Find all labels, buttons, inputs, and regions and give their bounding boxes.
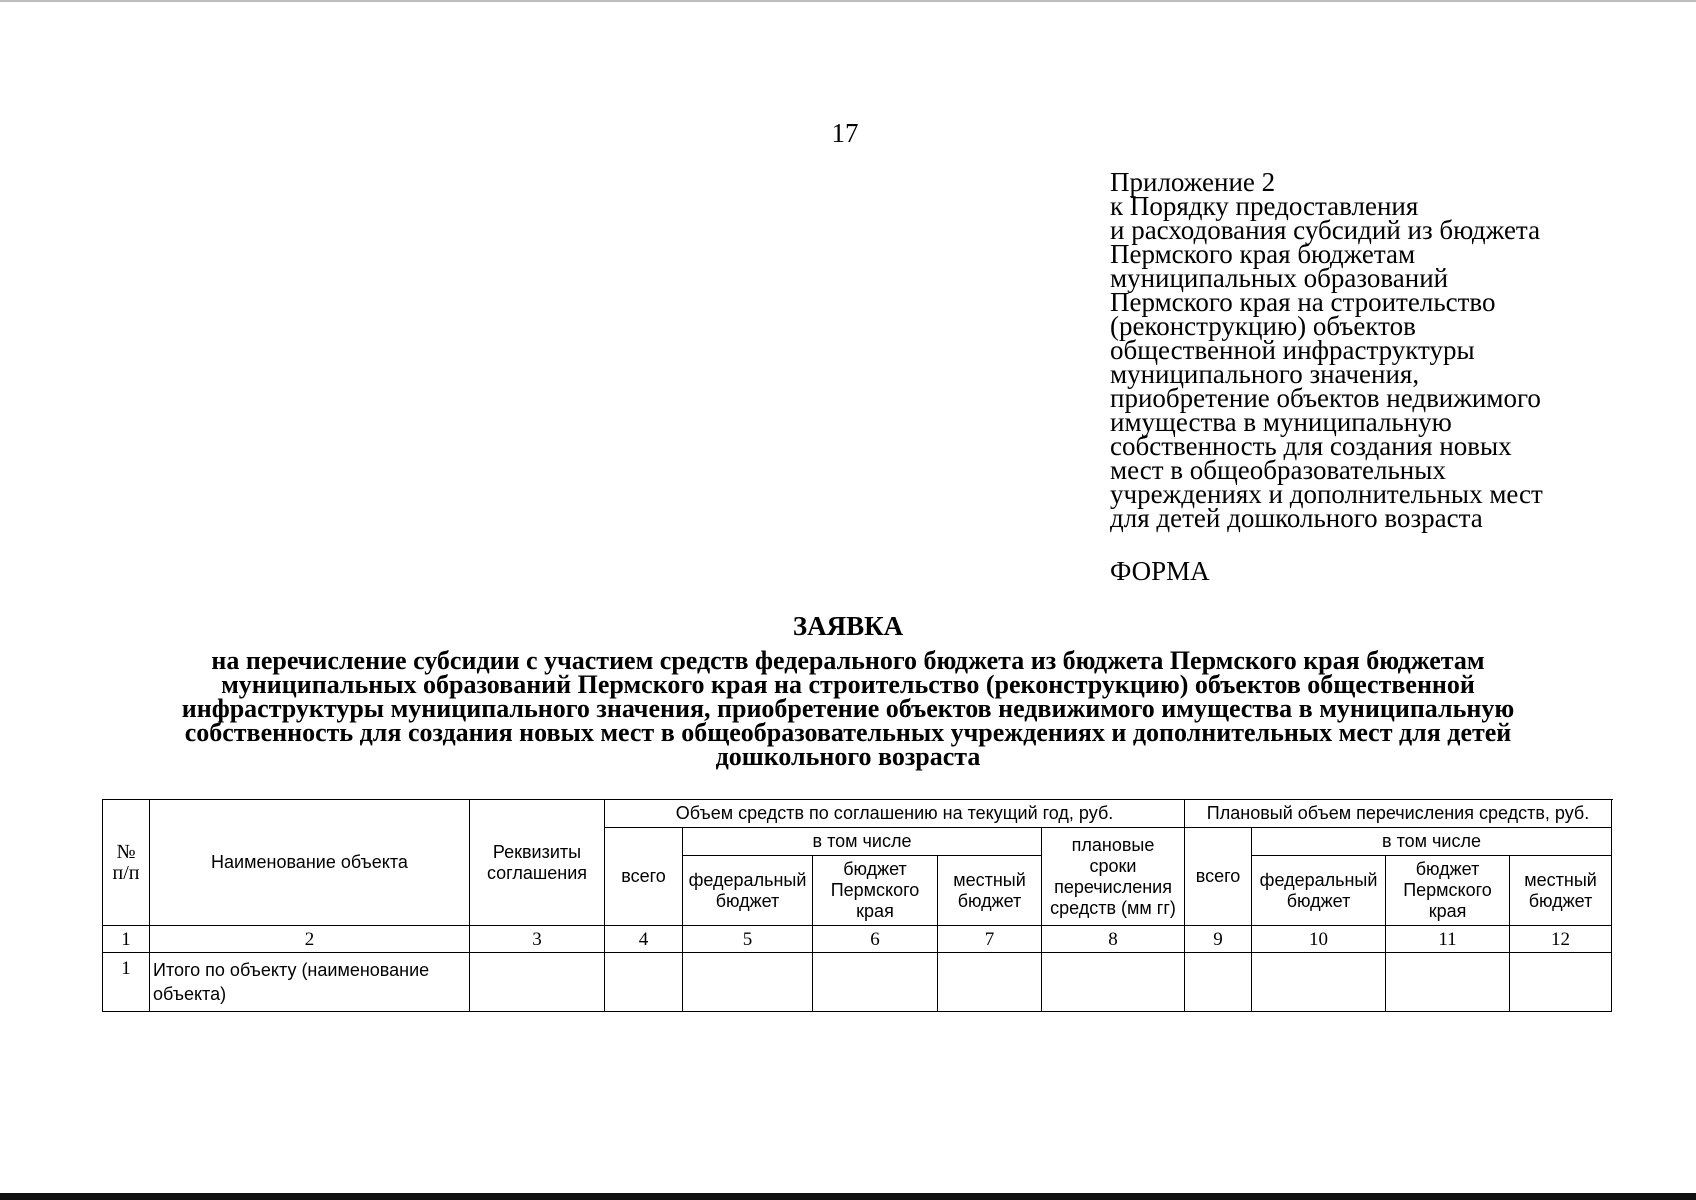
page-number: 17	[831, 118, 859, 148]
header-object-name: Наименование объекта	[150, 800, 470, 926]
table-cell	[1386, 953, 1510, 1012]
column-number: 2	[150, 926, 470, 953]
subtitle-line: собственность для создания новых мест в общеобразовательных учреждениях и дополнительных мест для детей	[184, 718, 1512, 747]
table-cell	[683, 953, 813, 1012]
header-agreement-volume: Объем средств по соглашению на текущий год, руб.	[605, 800, 1185, 828]
appendix-line: Приложение 2	[1110, 167, 1276, 197]
header-planned-dates: плановые сроки перечисления средств (мм гг)	[1042, 828, 1185, 926]
header-planned-volume: Плановый объем перечисления средств, руб.	[1185, 800, 1612, 828]
header-local-budget: местный бюджет	[938, 856, 1042, 926]
appendix-line: Пермского края на строительство	[1110, 287, 1496, 317]
column-number: 10	[1252, 926, 1386, 953]
header-federal-budget-planned: федеральный бюджет	[1252, 856, 1386, 926]
document-title: ЗАЯВКА	[792, 611, 904, 641]
appendix-line: муниципальных образований	[1110, 263, 1449, 293]
table-cell	[1510, 953, 1612, 1012]
subtitle-line: на перечисление субсидии с участием средств федерального бюджета из бюджета Пермского края бюджетам	[211, 646, 1485, 675]
request-table-container	[102, 799, 1611, 1012]
header-row-1	[103, 800, 1612, 828]
row-number: 1	[103, 953, 150, 1012]
top-edge-rule	[0, 0, 1696, 2]
column-number: 3	[470, 926, 605, 953]
appendix-line: к Порядку предоставления	[1110, 191, 1419, 221]
header-agreement-requisites: Реквизиты соглашения	[470, 800, 605, 926]
column-number-row	[103, 926, 1612, 953]
appendix-line: собственность для создания новых	[1110, 431, 1512, 461]
header-num: № п/п	[103, 800, 150, 926]
appendix-line: муниципального значения,	[1110, 359, 1420, 389]
form-label: ФОРМА	[1110, 556, 1210, 586]
header-total-planned: всего	[1185, 828, 1252, 926]
header-regional-budget-planned: бюджет Пермского края	[1386, 856, 1510, 926]
table-cell	[1042, 953, 1185, 1012]
document-subtitle	[60, 646, 1636, 771]
column-number: 12	[1510, 926, 1612, 953]
header-regional-budget: бюджет Пермского края	[813, 856, 938, 926]
column-number: 11	[1386, 926, 1510, 953]
appendix-line: мест в общеобразовательных	[1110, 455, 1446, 485]
table-cell	[470, 953, 605, 1012]
appendix-line: общественной инфраструктуры	[1110, 335, 1475, 365]
bottom-edge-bar	[0, 1193, 1696, 1200]
column-number: 9	[1185, 926, 1252, 953]
table-cell	[1185, 953, 1252, 1012]
header-including: в том числе	[683, 828, 1042, 856]
table-row	[103, 953, 1612, 1012]
appendix-line: имущества в муниципальную	[1110, 407, 1452, 437]
header-total: всего	[605, 828, 683, 926]
subtitle-line: дошкольного возраста	[715, 742, 981, 771]
appendix-line: и расходования субсидий из бюджета	[1110, 215, 1541, 245]
row-object-name: Итого по объекту (наименование объекта)	[150, 953, 470, 1012]
appendix-line: для детей дошкольного возраста	[1110, 503, 1483, 533]
appendix-line: Пермского края бюджетам	[1110, 239, 1416, 269]
subtitle-line: муниципальных образований Пермского края на строительство (реконструкцию) объектов общественной	[221, 670, 1475, 699]
appendix-line: (реконструкцию) объектов	[1110, 311, 1416, 341]
column-number: 1	[103, 926, 150, 953]
column-number: 8	[1042, 926, 1185, 953]
table-cell	[605, 953, 683, 1012]
appendix-block	[1110, 167, 1610, 533]
appendix-line: приобретение объектов недвижимого	[1110, 383, 1541, 413]
appendix-line: учреждениях и дополнительных мест	[1110, 479, 1543, 509]
subtitle-line: инфраструктуры муниципального значения, приобретение объектов недвижимого имущества в муниципальную	[181, 694, 1515, 723]
header-local-budget-planned: местный бюджет	[1510, 856, 1612, 926]
table-cell	[938, 953, 1042, 1012]
table-cell	[1252, 953, 1386, 1012]
request-table	[102, 799, 1612, 1012]
column-number: 5	[683, 926, 813, 953]
table-cell	[813, 953, 938, 1012]
header-including-planned: в том числе	[1252, 828, 1612, 856]
column-number: 6	[813, 926, 938, 953]
column-number: 7	[938, 926, 1042, 953]
column-number: 4	[605, 926, 683, 953]
header-federal-budget: федеральный бюджет	[683, 856, 813, 926]
